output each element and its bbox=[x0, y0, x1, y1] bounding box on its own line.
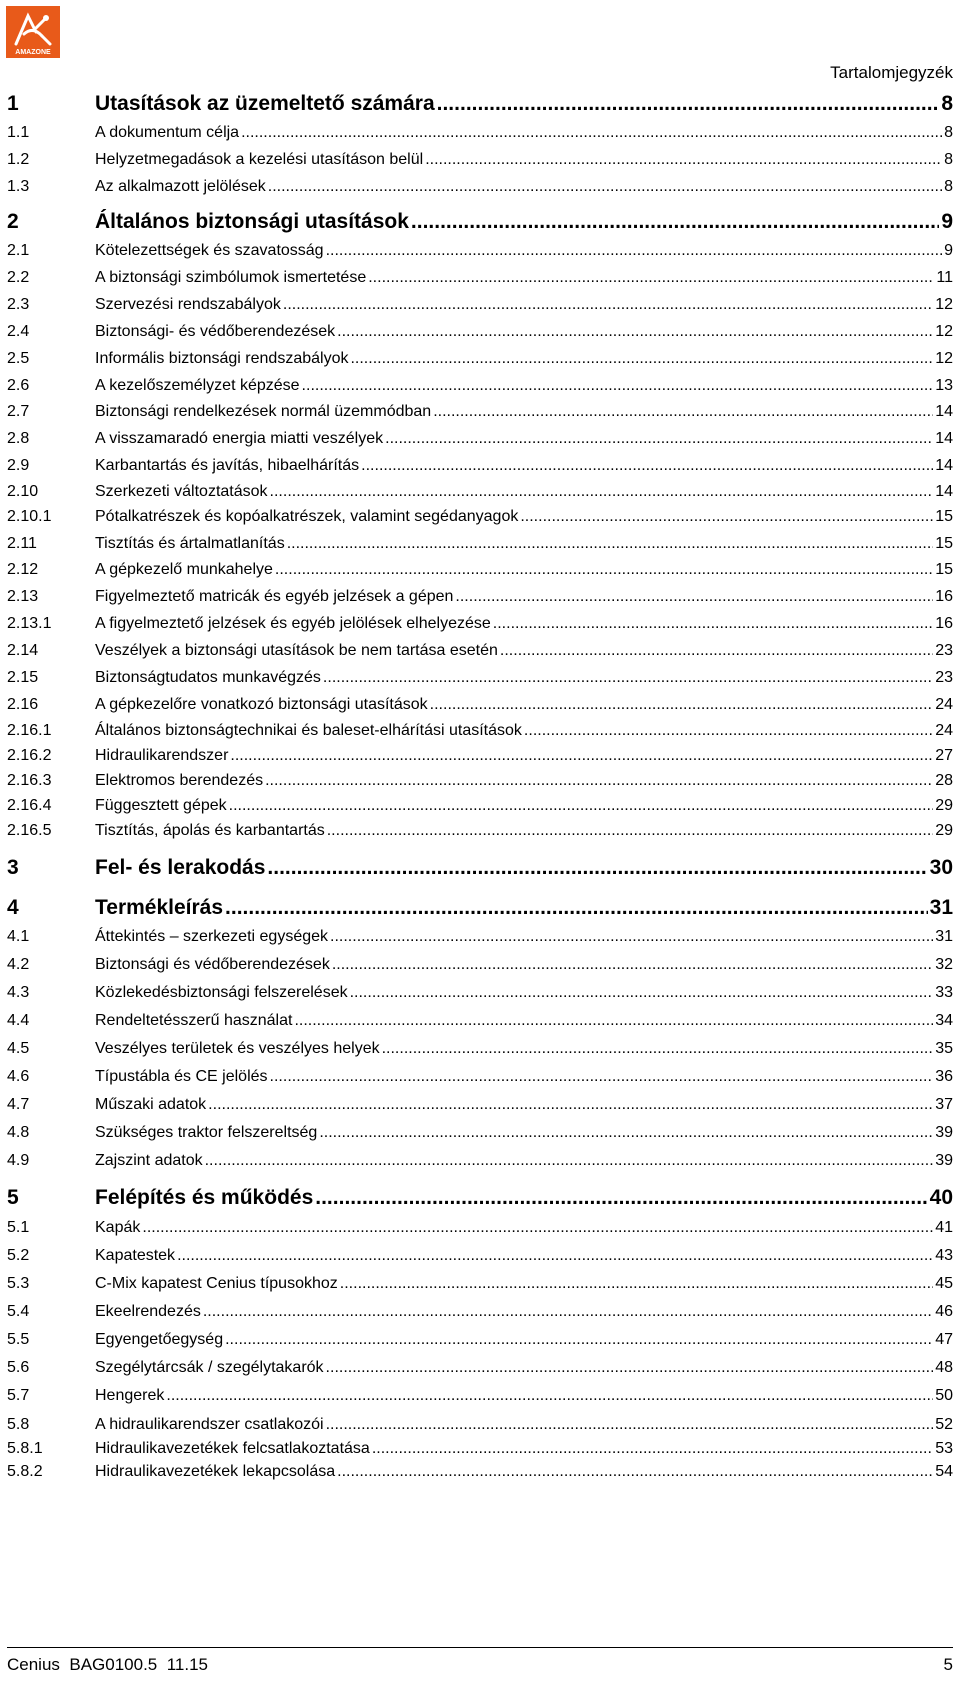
toc-dot-leader bbox=[287, 536, 934, 552]
toc-dot-leader bbox=[332, 957, 933, 973]
toc-dot-leader bbox=[203, 1304, 933, 1320]
toc-entry-page: 54 bbox=[935, 1463, 953, 1480]
toc-dot-leader bbox=[385, 431, 933, 447]
toc-section-entry[interactable] bbox=[7, 1329, 953, 1348]
toc-dot-leader bbox=[368, 270, 934, 286]
toc-entry-title: Rendeltetésszerű használat bbox=[95, 1012, 293, 1029]
toc-entry-number: 5.2 bbox=[7, 1247, 30, 1264]
toc-entry-number: 2.14 bbox=[7, 642, 39, 659]
toc-entry-title: A biztonsági szimbólumok ismertetése bbox=[95, 269, 367, 286]
toc-entry-page: 14 bbox=[935, 457, 953, 474]
toc-section-entry[interactable] bbox=[7, 176, 953, 195]
toc-entry-title: Hidraulikavezetékek lekapcsolása bbox=[95, 1463, 336, 1480]
toc-dot-leader bbox=[524, 723, 933, 739]
toc-entry-number: 5.8 bbox=[7, 1416, 30, 1433]
toc-entry-page: 47 bbox=[935, 1331, 953, 1348]
toc-entry-page: 9 bbox=[941, 210, 953, 233]
toc-entry-number: 5.6 bbox=[7, 1359, 30, 1376]
toc-section-entry[interactable] bbox=[7, 455, 953, 474]
toc-entry-title: Biztonságtudatos munkavégzés bbox=[95, 669, 321, 686]
amazone-logo bbox=[6, 6, 60, 58]
toc-dot-leader bbox=[302, 378, 934, 394]
toc-dot-leader bbox=[411, 211, 939, 232]
toc-entry-number: 2.16.5 bbox=[7, 822, 52, 839]
toc-section-entry[interactable] bbox=[7, 1038, 953, 1057]
toc-entry-number: 5.4 bbox=[7, 1303, 30, 1320]
toc-entry-title: A dokumentum célja bbox=[95, 124, 240, 141]
toc-section-entry[interactable] bbox=[7, 122, 953, 141]
toc-section-entry[interactable] bbox=[7, 795, 953, 814]
toc-dot-leader bbox=[493, 616, 933, 632]
toc-entry-title: Elektromos berendezés bbox=[95, 772, 264, 789]
toc-entry-title: Hidraulikarendszer bbox=[95, 747, 229, 764]
toc-section-entry[interactable] bbox=[7, 1273, 953, 1292]
toc-entry-page: 46 bbox=[935, 1303, 953, 1320]
toc-entry-title: Biztonsági rendelkezések normál üzemmódban bbox=[95, 403, 432, 420]
toc-section-entry[interactable] bbox=[7, 770, 953, 789]
toc-entry-page: 31 bbox=[929, 896, 953, 919]
toc-entry-page: 29 bbox=[935, 822, 953, 839]
toc-dot-leader bbox=[208, 1097, 933, 1113]
amazone-logo-icon bbox=[6, 6, 60, 58]
toc-entry-title: Az alkalmazott jelölések bbox=[95, 178, 266, 195]
toc-chapter-entry[interactable] bbox=[7, 208, 953, 232]
toc-section-entry[interactable] bbox=[7, 982, 953, 1001]
toc-section-entry[interactable] bbox=[7, 1385, 953, 1404]
toc-entry-number: 4 bbox=[7, 896, 19, 919]
toc-entry-title: Termékleírás bbox=[95, 896, 224, 919]
toc-chapter-entry[interactable] bbox=[7, 90, 953, 114]
toc-section-entry[interactable] bbox=[7, 694, 953, 713]
toc-dot-leader bbox=[166, 1388, 933, 1404]
toc-entry-number: 4.9 bbox=[7, 1152, 30, 1169]
toc-entry-page: 48 bbox=[935, 1359, 953, 1376]
toc-dot-leader bbox=[230, 748, 933, 764]
toc-dot-leader bbox=[275, 562, 933, 578]
toc-entry-number: 4.4 bbox=[7, 1012, 30, 1029]
toc-entry-number: 5.8.1 bbox=[7, 1440, 43, 1457]
toc-entry-title: Pótalkatrészek és kopóalkatrészek, valamint segédanyagok bbox=[95, 508, 519, 525]
toc-entry-page: 32 bbox=[935, 956, 953, 973]
toc-entry-number: 2.2 bbox=[7, 269, 30, 286]
toc-dot-leader bbox=[326, 1360, 934, 1376]
toc-entry-number: 5.1 bbox=[7, 1219, 30, 1236]
toc-entry-page: 40 bbox=[929, 1186, 953, 1209]
toc-entry-title: Kötelezettségek és szavatosság bbox=[95, 242, 324, 259]
toc-entry-number: 2.5 bbox=[7, 350, 30, 367]
toc-section-entry[interactable] bbox=[7, 240, 953, 259]
footer-document-id: Cenius BAG0100.5 11.15 bbox=[7, 1655, 208, 1674]
toc-dot-leader bbox=[225, 1332, 933, 1348]
toc-section-entry[interactable] bbox=[7, 401, 953, 420]
toc-section-entry[interactable] bbox=[7, 720, 953, 739]
toc-entry-number: 4.8 bbox=[7, 1124, 30, 1141]
toc-section-entry[interactable] bbox=[7, 348, 953, 367]
toc-dot-leader bbox=[265, 773, 933, 789]
toc-entry-page: 29 bbox=[935, 797, 953, 814]
toc-section-entry[interactable] bbox=[7, 533, 953, 552]
toc-entry-page: 41 bbox=[935, 1219, 953, 1236]
toc-entry-number: 2.13 bbox=[7, 588, 39, 605]
toc-entry-number: 1 bbox=[7, 92, 19, 115]
toc-entry-title: Egyengetőegység bbox=[95, 1331, 224, 1348]
toc-entry-page: 16 bbox=[935, 588, 953, 605]
toc-entry-title: Szervezési rendszabályok bbox=[95, 296, 281, 313]
toc-entry-title: Informális biztonsági rendszabályok bbox=[95, 350, 349, 367]
toc-entry-title: Fel- és lerakodás bbox=[95, 856, 266, 879]
toc-entry-number: 2.16 bbox=[7, 696, 39, 713]
toc-entry-page: 39 bbox=[935, 1152, 953, 1169]
toc-entry-page: 15 bbox=[935, 561, 953, 578]
toc-dot-leader bbox=[326, 243, 943, 259]
toc-dot-leader bbox=[520, 509, 933, 525]
toc-dot-leader bbox=[327, 823, 933, 839]
toc-entry-page: 12 bbox=[935, 350, 953, 367]
toc-dot-leader bbox=[315, 1187, 927, 1208]
toc-entry-page: 37 bbox=[935, 1096, 953, 1113]
toc-entry-number: 3 bbox=[7, 856, 19, 879]
toc-entry-title: Hidraulikavezetékek felcsatlakoztatása bbox=[95, 1440, 370, 1457]
toc-entry-number: 1.1 bbox=[7, 124, 30, 141]
toc-entry-title: Biztonsági- és védőberendezések bbox=[95, 323, 336, 340]
toc-dot-leader bbox=[267, 857, 927, 878]
toc-entry-number: 4.6 bbox=[7, 1068, 30, 1085]
toc-entry-page: 16 bbox=[935, 615, 953, 632]
toc-dot-leader bbox=[294, 1013, 933, 1029]
toc-entry-page: 13 bbox=[935, 377, 953, 394]
toc-entry-page: 14 bbox=[935, 430, 953, 447]
toc-chapter-entry[interactable] bbox=[7, 854, 953, 878]
toc-entry-page: 8 bbox=[944, 178, 953, 195]
toc-entry-page: 23 bbox=[935, 642, 953, 659]
toc-entry-title: Áttekintés – szerkezeti egységek bbox=[95, 928, 329, 945]
toc-entry-title: Szükséges traktor felszereltség bbox=[95, 1124, 318, 1141]
toc-entry-page: 39 bbox=[935, 1124, 953, 1141]
toc-dot-leader bbox=[425, 152, 942, 168]
toc-entry-page: 23 bbox=[935, 669, 953, 686]
toc-entry-number: 2 bbox=[7, 210, 19, 233]
toc-entry-number: 2.8 bbox=[7, 430, 30, 447]
toc-entry-number: 4.5 bbox=[7, 1040, 30, 1057]
toc-section-entry[interactable] bbox=[7, 926, 953, 945]
toc-section-entry[interactable] bbox=[7, 1094, 953, 1113]
toc-entry-page: 8 bbox=[944, 151, 953, 168]
toc-entry-page: 14 bbox=[935, 403, 953, 420]
toc-entry-page: 14 bbox=[935, 483, 953, 500]
toc-entry-title: Zajszint adatok bbox=[95, 1152, 203, 1169]
toc-entry-number: 2.13.1 bbox=[7, 615, 52, 632]
toc-dot-leader bbox=[205, 1153, 934, 1169]
toc-section-entry[interactable] bbox=[7, 559, 953, 578]
toc-dot-leader bbox=[382, 1041, 934, 1057]
toc-dot-leader bbox=[323, 670, 933, 686]
toc-section-entry[interactable] bbox=[7, 149, 953, 168]
toc-section-entry[interactable] bbox=[7, 640, 953, 659]
toc-section-entry[interactable] bbox=[7, 1245, 953, 1264]
footer-page-number: 5 bbox=[943, 1655, 953, 1674]
toc-entry-number: 2.11 bbox=[7, 535, 37, 552]
toc-dot-leader bbox=[350, 985, 934, 1001]
toc-entry-title: Karbantartás és javítás, hibaelhárítás bbox=[95, 457, 360, 474]
toc-entry-title: Szerkezeti változtatások bbox=[95, 483, 268, 500]
toc-entry-page: 52 bbox=[935, 1416, 953, 1433]
toc-entry-number: 2.12 bbox=[7, 561, 39, 578]
toc-section-entry[interactable] bbox=[7, 1438, 953, 1457]
toc-entry-number: 2.1 bbox=[7, 242, 30, 259]
toc-entry-page: 43 bbox=[935, 1247, 953, 1264]
toc-entry-title: Kapatestek bbox=[95, 1247, 176, 1264]
toc-entry-page: 15 bbox=[935, 535, 953, 552]
toc-entry-page: 33 bbox=[935, 984, 953, 1001]
toc-entry-number: 1.3 bbox=[7, 178, 30, 195]
toc-entry-page: 27 bbox=[935, 747, 953, 764]
toc-entry-number: 5.3 bbox=[7, 1275, 30, 1292]
toc-entry-number: 2.7 bbox=[7, 403, 30, 420]
toc-entry-title: Általános biztonságtechnikai és baleset-elhárítási utasítások bbox=[95, 722, 522, 739]
toc-entry-page: 12 bbox=[935, 296, 953, 313]
toc-section-entry[interactable] bbox=[7, 745, 953, 764]
toc-dot-leader bbox=[433, 404, 933, 420]
toc-entry-title: Utasítások az üzemeltető számára bbox=[95, 92, 435, 115]
toc-dot-leader bbox=[225, 897, 928, 918]
toc-dot-leader bbox=[430, 697, 934, 713]
toc-entry-title: Tisztítás, ápolás és karbantartás bbox=[95, 822, 325, 839]
toc-entry-page: 34 bbox=[935, 1012, 953, 1029]
toc-dot-leader bbox=[340, 1276, 933, 1292]
toc-section-entry[interactable] bbox=[7, 321, 953, 340]
toc-entry-page: 8 bbox=[944, 124, 953, 141]
toc-entry-page: 24 bbox=[935, 722, 953, 739]
toc-entry-title: Biztonsági és védőberendezések bbox=[95, 956, 330, 973]
logo-text: AMAZONE bbox=[15, 49, 51, 56]
toc-dot-leader bbox=[270, 484, 934, 500]
toc-entry-title: Figyelmeztető matricák és egyéb jelzések a gépen bbox=[95, 588, 454, 605]
toc-dot-leader bbox=[337, 1464, 933, 1480]
toc-entry-page: 31 bbox=[935, 928, 953, 945]
toc-entry-number: 2.16.3 bbox=[7, 772, 52, 789]
toc-entry-title: Közlekedésbiztonsági felszerelések bbox=[95, 984, 348, 1001]
toc-section-entry[interactable] bbox=[7, 267, 953, 286]
toc-chapter-entry[interactable] bbox=[7, 894, 953, 918]
toc-dot-leader bbox=[337, 324, 933, 340]
toc-section-entry[interactable] bbox=[7, 1217, 953, 1236]
toc-entry-number: 1.2 bbox=[7, 151, 30, 168]
toc-section-entry[interactable] bbox=[7, 1066, 953, 1085]
toc-section-entry[interactable] bbox=[7, 667, 953, 686]
toc-entry-number: 2.3 bbox=[7, 296, 30, 313]
toc-section-entry[interactable] bbox=[7, 1414, 953, 1433]
toc-entry-number: 4.2 bbox=[7, 956, 30, 973]
toc-entry-page: 53 bbox=[935, 1440, 953, 1457]
toc-dot-leader bbox=[437, 93, 940, 114]
toc-entry-number: 2.16.4 bbox=[7, 797, 52, 814]
toc-section-entry[interactable] bbox=[7, 375, 953, 394]
toc-entry-number: 5.5 bbox=[7, 1331, 30, 1348]
toc-section-entry[interactable] bbox=[7, 1010, 953, 1029]
toc-entry-page: 36 bbox=[935, 1068, 953, 1085]
toc-entry-title: A gépkezelő munkahelye bbox=[95, 561, 273, 578]
toc-entry-title: A visszamaradó energia miatti veszélyek bbox=[95, 430, 384, 447]
toc-entry-number: 2.16.2 bbox=[7, 747, 52, 764]
toc-section-entry[interactable] bbox=[7, 586, 953, 605]
toc-section-entry[interactable] bbox=[7, 1150, 953, 1169]
toc-entry-title: Műszaki adatok bbox=[95, 1096, 207, 1113]
toc-entry-title: Veszélyes területek és veszélyes helyek bbox=[95, 1040, 380, 1057]
toc-dot-leader bbox=[142, 1220, 933, 1236]
toc-entry-title: Kapák bbox=[95, 1219, 141, 1236]
toc-section-entry[interactable] bbox=[7, 820, 953, 839]
toc-entry-number: 2.15 bbox=[7, 669, 39, 686]
toc-dot-leader bbox=[372, 1441, 933, 1457]
toc-dot-leader bbox=[283, 297, 933, 313]
toc-entry-number: 5 bbox=[7, 1186, 19, 1209]
toc-entry-title: Felépítés és működés bbox=[95, 1186, 314, 1209]
toc-section-entry[interactable] bbox=[7, 613, 953, 632]
toc-entry-title: A figyelmeztető jelzések és egyéb jelölések elhelyezése bbox=[95, 615, 491, 632]
toc-entry-title: A hidraulikarendszer csatlakozói bbox=[95, 1416, 324, 1433]
toc-dot-leader bbox=[268, 179, 942, 195]
toc-section-entry[interactable] bbox=[7, 954, 953, 973]
toc-dot-leader bbox=[177, 1248, 933, 1264]
toc-entry-page: 9 bbox=[944, 242, 953, 259]
toc-dot-leader bbox=[319, 1125, 933, 1141]
footer-divider bbox=[7, 1647, 953, 1648]
toc-section-entry[interactable] bbox=[7, 481, 953, 500]
toc-entry-page: 30 bbox=[929, 856, 953, 879]
toc-entry-page: 50 bbox=[935, 1387, 953, 1404]
toc-section-entry[interactable] bbox=[7, 1122, 953, 1141]
toc-entry-page: 35 bbox=[935, 1040, 953, 1057]
toc-chapter-entry[interactable] bbox=[7, 1184, 953, 1208]
toc-dot-leader bbox=[326, 1417, 934, 1433]
toc-entry-page: 8 bbox=[941, 92, 953, 115]
toc-entry-number: 4.3 bbox=[7, 984, 30, 1001]
toc-entry-title: A gépkezelőre vonatkozó biztonsági utasítások bbox=[95, 696, 428, 713]
toc-entry-number: 2.10 bbox=[7, 483, 39, 500]
toc-entry-title: Tisztítás és ártalmatlanítás bbox=[95, 535, 285, 552]
toc-dot-leader bbox=[455, 589, 933, 605]
toc-entry-number: 5.7 bbox=[7, 1387, 30, 1404]
toc-entry-page: 28 bbox=[935, 772, 953, 789]
toc-dot-leader bbox=[500, 643, 933, 659]
toc-dot-leader bbox=[330, 929, 933, 945]
toc-section-entry[interactable] bbox=[7, 1301, 953, 1320]
toc-section-entry[interactable] bbox=[7, 294, 953, 313]
toc-entry-page: 12 bbox=[935, 323, 953, 340]
toc-section-entry[interactable] bbox=[7, 1357, 953, 1376]
toc-dot-leader bbox=[350, 351, 933, 367]
toc-dot-leader bbox=[361, 458, 933, 474]
toc-entry-title: Veszélyek a biztonsági utasítások be nem tartása esetén bbox=[95, 642, 498, 659]
toc-entry-title: Szegélytárcsák / szegélytakarók bbox=[95, 1359, 324, 1376]
toc-section-entry[interactable] bbox=[7, 428, 953, 447]
toc-entry-number: 2.4 bbox=[7, 323, 30, 340]
toc-section-entry[interactable] bbox=[7, 506, 953, 525]
toc-entry-number: 2.16.1 bbox=[7, 722, 52, 739]
toc-entry-title: Hengerek bbox=[95, 1387, 165, 1404]
toc-entry-title: A kezelőszemélyzet képzése bbox=[95, 377, 300, 394]
toc-dot-leader bbox=[270, 1069, 934, 1085]
toc-entry-title: Függesztett gépek bbox=[95, 797, 227, 814]
toc-entry-title: Ekeelrendezés bbox=[95, 1303, 201, 1320]
toc-entry-number: 4.1 bbox=[7, 928, 30, 945]
toc-entry-title: Típustábla és CE jelölés bbox=[95, 1068, 268, 1085]
toc-dot-leader bbox=[241, 125, 942, 141]
toc-entry-page: 24 bbox=[935, 696, 953, 713]
toc-entry-title: C-Mix kapatest Cenius típusokhoz bbox=[95, 1275, 338, 1292]
toc-entry-title: Általános biztonsági utasítások bbox=[95, 210, 409, 233]
toc-dot-leader bbox=[229, 798, 934, 814]
toc-entry-number: 2.10.1 bbox=[7, 508, 52, 525]
toc-section-entry[interactable] bbox=[7, 1461, 953, 1480]
toc-entry-number: 4.7 bbox=[7, 1096, 30, 1113]
toc-entry-number: 2.9 bbox=[7, 457, 30, 474]
toc-entry-number: 5.8.2 bbox=[7, 1463, 43, 1480]
toc-entry-title: Helyzetmegadások a kezelési utasításon belül bbox=[95, 151, 424, 168]
toc-entry-page: 15 bbox=[935, 508, 953, 525]
toc-entry-page: 45 bbox=[935, 1275, 953, 1292]
toc-entry-page: 11 bbox=[936, 269, 953, 286]
toc-entry-number: 2.6 bbox=[7, 377, 30, 394]
page-header-title: Tartalomjegyzék bbox=[830, 63, 953, 82]
